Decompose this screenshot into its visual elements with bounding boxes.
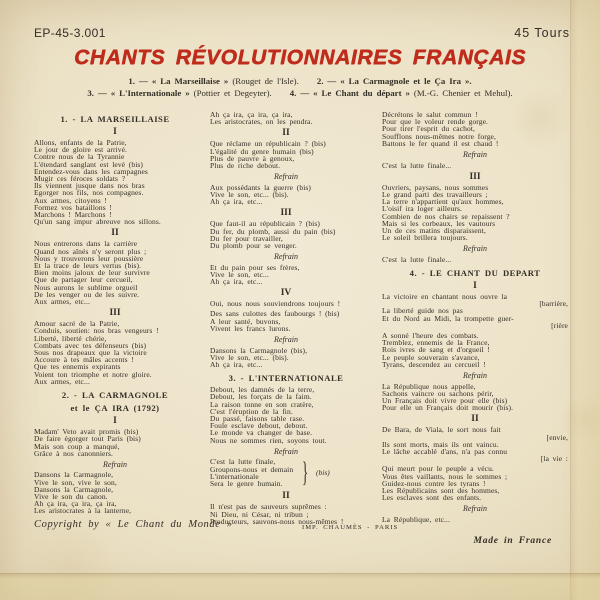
verse	[382, 256, 568, 263]
refrain-label: Refrain	[103, 459, 127, 469]
stanza-numeral: I	[473, 281, 477, 292]
verse-line: De faire égorger tout Paris (bis)	[34, 434, 141, 444]
verse-line: Le peuple souverain s'avance,	[382, 352, 480, 362]
verse	[382, 332, 568, 368]
verse-line: Un de ces matins disparaissent,	[382, 225, 486, 235]
track-title: « Le Chant du départ »	[313, 87, 414, 98]
verse-line: Sera le genre humain.	[210, 478, 283, 488]
verse-line: Dansons la Carmagnole (bis),	[210, 345, 308, 355]
verse	[382, 465, 568, 501]
verse	[382, 184, 568, 242]
verse-line: De Bara, de Viala, le sort nous fait	[382, 425, 501, 435]
verse-line: [la vie :	[540, 454, 568, 464]
track-title: « L'Internationale »	[110, 87, 194, 98]
verse-line: Voient ton triomphe et notre gloire.	[34, 369, 152, 379]
verse-line: Dansons la Carmagnole,	[34, 484, 114, 494]
verse-line: Le soleil brillera toujours.	[382, 233, 468, 243]
verse-line: Un Français doit vivre pour elle (bis)	[382, 395, 508, 405]
verse-line: Ouvriers, paysans, nous sommes	[382, 182, 489, 192]
brace-icon: }	[302, 458, 309, 491]
refrain-label: Refrain	[274, 172, 298, 182]
tracklist	[0, 76, 600, 99]
verse-line: C'est la lutte finale...	[382, 254, 452, 264]
verse-line: Sachons vaincre ou sachons périr,	[382, 388, 494, 398]
verse-line: La raison tonne en son cratère,	[210, 399, 314, 409]
catalog-number: EP-45-3.001	[34, 26, 106, 40]
verse-line: Mugir ces féroces soldats ?	[34, 174, 126, 184]
verse-line: L'internationale	[210, 471, 259, 481]
verse-line: Amour sacré de la Patrie,	[34, 319, 120, 329]
verse-line: Le lâche accablé d'ans, n'a pas connu	[382, 447, 508, 456]
verse-line: Vive le son, etc... (bis).	[210, 189, 289, 199]
verse-line: C'est l'éruption de la fin.	[210, 406, 293, 416]
verse	[210, 264, 362, 286]
verse-line: Combien de nos chairs se repaissent ?	[382, 211, 510, 221]
lyrics-column-1	[34, 109, 196, 528]
verse-line: Les aristocrates à la lanterne,	[34, 506, 132, 516]
stanza-numeral: II	[111, 228, 119, 239]
verse-line: Les esclaves sont des enfants.	[382, 493, 482, 503]
refrain-label: Refrain	[463, 504, 487, 514]
verse-line: Que faut-il au républicain ? (bis)	[210, 219, 320, 229]
verse-line: Debout, les damnés de la terre,	[210, 385, 315, 395]
stanza-numeral: II	[282, 128, 290, 139]
song-title: 4. - LE CHANT DU DEPART	[409, 268, 541, 279]
verse-line: Liberté, liberté chérie,	[34, 333, 107, 343]
verse-line: Ils viennent jusque dans nos bras	[34, 181, 145, 191]
sleeve-right-edge	[570, 0, 600, 600]
song-title: 1. - LA MARSEILLAISE	[60, 114, 170, 124]
track-title: « La Marseillaise »	[151, 76, 233, 86]
verse-line: Du fer, du plomb, aussi du pain (bis)	[210, 226, 336, 236]
verse-line: La terre n'appartient qu'aux hommes,	[382, 197, 504, 207]
verse-line: Oui, nous nous souviendrons toujours !	[210, 299, 341, 309]
verse-line: L'étendard sanglant est levé (bis)	[34, 159, 144, 169]
verse-line: La victoire en chantant nous ouvre la	[382, 292, 508, 302]
stanza-numeral: III	[109, 308, 121, 319]
verse-line: Vous êtes vaillants, nous le sommes ;	[382, 471, 508, 481]
refrain-label: Refrain	[463, 371, 487, 381]
verse-line: Nous y trouverons leur poussière	[34, 253, 144, 263]
stanza-numeral: I	[113, 127, 117, 137]
verse-line: Vive le son du canon.	[34, 492, 108, 502]
verse-line: Et la trace de leurs vertus (bis).	[34, 261, 142, 271]
refrain-label: Refrain	[463, 244, 487, 254]
refrain-verse-braced	[210, 457, 362, 491]
page-title: CHANTS RÉVOLUTIONNAIRES FRANÇAIS	[74, 46, 526, 69]
verse	[382, 162, 568, 169]
verse-line: Aux armes, etc...	[34, 297, 90, 307]
stanza-numeral: III	[469, 171, 481, 182]
verse-line: Ah ça ira, etc...	[210, 197, 263, 207]
refrain-label: Refrain	[274, 446, 298, 456]
verse	[34, 428, 196, 457]
sleeve-bottom-flap	[0, 573, 600, 600]
verse-line: Marchons ! Marchons !	[34, 210, 112, 220]
verse-line: [envie,	[546, 432, 568, 442]
verse-line: Foule esclave debout, debout.	[210, 421, 308, 431]
verse-line: Vive le son, etc... (bis).	[210, 352, 289, 362]
verse-line: Tyrans, descendez au cercueil !	[382, 359, 486, 369]
verse-line: Ah ça ira, ça ira, ça ira,	[210, 110, 293, 119]
track-number: 4. —	[289, 87, 314, 98]
verse-line: Accoure à tes mâles accents !	[34, 355, 134, 365]
refrain-label: Refrain	[463, 150, 487, 160]
verse-line: Debout, les forçats de la faim.	[210, 392, 312, 402]
verse-line: Mais si les corbeaux, les vautours	[382, 218, 496, 228]
header	[0, 0, 600, 40]
verse-line: Aux possédants la guerre (bis)	[210, 182, 312, 192]
verse-line: Le grand parti des travailleurs ;	[382, 189, 488, 199]
verse-line: Egorger nos fils, nos compagnes.	[34, 188, 144, 198]
verse-line: Aux armes, etc...	[34, 376, 90, 386]
verse	[34, 139, 196, 225]
verse	[34, 240, 196, 305]
verse-line: Ils sont morts, mais ils ont vaincu.	[382, 439, 499, 449]
verse-line: Conduis, soutien: nos bras vengeurs !	[34, 326, 159, 336]
verse	[210, 386, 362, 444]
tracklist-row	[0, 76, 600, 88]
verse	[34, 320, 196, 385]
verse-line: Bien moins jaloux de leur survivre	[34, 268, 150, 278]
stanza-numeral: II	[282, 491, 290, 502]
verse-line: Allons, enfants de la Patrie,	[34, 138, 127, 147]
verse-line: Pour elle un Français doit mourir (bis).	[382, 403, 514, 413]
verse-line: Ah ça ira, etc...	[210, 359, 263, 369]
verse	[34, 471, 196, 514]
track-author: (Rouget de l'Isle).	[232, 76, 299, 86]
verse-line: Producteurs, sauvons-nous nous-mêmes !	[210, 516, 344, 526]
verse-line: Vivent les francs lurons.	[210, 323, 291, 333]
track-title: « La Carmagnole et le Ça Ira ».	[340, 76, 472, 86]
tracklist-entry	[128, 76, 298, 88]
lyrics-column-2	[210, 109, 362, 528]
verse-line: Ah ça ira, etc...	[210, 277, 263, 287]
verse-line: Guidez-nous contre les tyrans !	[382, 478, 486, 488]
verse-line: Madam' Veto avait promis (bis)	[34, 427, 139, 437]
verse-line: Décrétons le salut commun !	[382, 110, 478, 119]
tracklist-row	[0, 88, 600, 100]
verse-line: Et du Nord au Midi, la trompette guer-	[382, 313, 514, 323]
bis-label: (bis)	[316, 468, 330, 478]
refrain-label: Refrain	[274, 252, 298, 262]
verse-line: Grâce à nos canonniers.	[34, 448, 114, 458]
verse	[210, 300, 362, 307]
verse-line: Du plomb pour se venger.	[210, 240, 297, 250]
stanza-numeral: III	[280, 208, 292, 219]
made-in-france: Made in France	[473, 536, 552, 546]
verse-line: [rière	[551, 320, 568, 330]
verse-line: Formez vos bataillons !	[34, 202, 113, 212]
verse-line: Du fer pour travailler,	[210, 233, 283, 243]
verse	[210, 347, 362, 369]
verse-line: Le jour de gloire est arrivé.	[34, 145, 128, 155]
tracklist-entry	[87, 88, 271, 100]
verse-line: Dansons la Carmagnole,	[34, 470, 114, 480]
verse-line: Sous nos drapeaux que la victoire	[34, 348, 147, 358]
verse-line: Aux armes, citoyens !	[34, 195, 108, 205]
verse-line: Contre nous de la Tyrannie	[34, 152, 125, 162]
verse	[382, 293, 568, 329]
verse-line: Le monde va changer de base.	[210, 428, 313, 438]
printer-imprint: IMP. CHAUMÈS - PARIS	[302, 524, 399, 531]
verse-line: Vive le son, vive le son,	[34, 477, 117, 487]
verse	[210, 140, 362, 169]
verse-line: La République, etc...	[382, 514, 450, 524]
stanza-numeral: I	[113, 416, 117, 427]
verse	[210, 458, 362, 487]
verse-line: Les Républicains sont des hommes,	[382, 486, 500, 496]
verse-line: Qui meurt pour le peuple a vécu.	[382, 464, 494, 474]
track-author: (Pottier et Degeyter).	[193, 87, 272, 98]
song-title-sub: et le ÇA IRA (1792)	[70, 403, 160, 414]
verse-line: [barrière,	[539, 299, 568, 309]
verse-line: C'est la lutte finale...	[382, 160, 452, 170]
verse-line: De les venger ou de les suivre.	[34, 289, 140, 299]
verse-line: La République nous appelle,	[382, 381, 476, 391]
lyrics-columns	[0, 99, 600, 528]
verse-line: Combats avec tes défenseurs (bis)	[34, 340, 147, 350]
verse	[210, 184, 362, 206]
verse-line: Entendez-vous dans les campagnes	[34, 166, 148, 176]
verse-line: Que tes ennemis expirants	[34, 362, 121, 372]
verse-line: Battons le fer quand il est chaud !	[382, 138, 499, 148]
copyright-text: Copyright by « Le Chant du Monde »	[34, 519, 233, 530]
track-number: 3. —	[87, 87, 111, 98]
track-author: (M.-G. Chenier et Mehul).	[413, 87, 513, 98]
verse-line: Nous ne sommes rien, soyons tout.	[210, 435, 327, 445]
refrain-label: Refrain	[274, 335, 298, 345]
verse-line: Vive le son, etc...	[210, 269, 269, 279]
verse	[382, 426, 568, 462]
track-number: 1. —	[128, 76, 152, 86]
verse-line: La liberté guide nos pas	[382, 306, 463, 316]
verse-line: A leur santé, buvons,	[210, 316, 281, 326]
verse-line: Pour tirer l'esprit du cachot,	[382, 124, 476, 134]
verse-line: Rois ivres de sang et d'orgueil !	[382, 345, 491, 355]
verse	[210, 310, 362, 332]
verse	[210, 111, 362, 125]
verse-line: Groupons-nous et demain	[210, 464, 294, 474]
verse-line: Il n'est pas de sauveurs suprêmes :	[210, 502, 327, 512]
verse-line: Du passé, faisons table rase.	[210, 413, 305, 423]
verse	[382, 111, 568, 147]
verse	[382, 516, 568, 523]
verse-line: Quand nos aînés n'y seront plus ;	[34, 246, 147, 256]
verse-line: Qu'un sang impur abreuve nos sillons.	[34, 217, 161, 227]
verse-line: Des sans culottes des faubourgs ! (bis)	[210, 309, 340, 319]
verse-line: Plus de pauvre à genoux,	[210, 153, 295, 163]
song-title: 3. - L'INTERNATIONALE	[228, 373, 344, 384]
verse-line: Que de partager leur cercueil,	[34, 275, 133, 285]
verse-line: Tremblez, ennemis de la France,	[382, 338, 490, 348]
verse-line: Mais son coup a manqué,	[34, 441, 120, 451]
lyrics-column-3	[382, 109, 568, 528]
verse-line: Plus de riche debout.	[210, 161, 281, 171]
verse	[382, 383, 568, 412]
verse-line: L'égalité du genre humain (bis)	[210, 146, 314, 156]
song-title: 2. - LA CARMAGNOLE	[61, 390, 169, 401]
verse-line: C'est la lutte finale,	[210, 457, 276, 467]
verse-line: Nous entrerons dans la carrière	[34, 239, 138, 249]
tracklist-entry	[317, 76, 472, 88]
track-number: 2. —	[316, 76, 341, 86]
verse	[210, 503, 362, 525]
verse-line: Que réclame un républicain ? (bis)	[210, 139, 326, 149]
tracklist-entry	[290, 88, 513, 100]
verse-line: L'oisif ira loger ailleurs.	[382, 204, 462, 214]
verse-line: Nous aurons le sublime orgueil	[34, 282, 138, 292]
verse-line: Et du pain pour ses frères,	[210, 262, 300, 272]
verse-line: A sonné l'heure des combats.	[382, 331, 479, 341]
verse-line: Soufflons nous-mêmes notre forge,	[382, 131, 496, 141]
verse	[210, 220, 362, 249]
verse-line: Ni Dieu, ni César, ni tribun ;	[210, 509, 309, 519]
verse-line: Pour que le voleur rende gorge.	[382, 117, 489, 127]
verse-line: Les aristocrates, on les pendra.	[210, 117, 313, 127]
stanza-numeral: II	[471, 414, 479, 425]
stanza-numeral: IV	[280, 288, 292, 299]
format-label: 45 Tours	[514, 26, 570, 40]
verse-line: Ah ça ira, ça ira, ça ira,	[34, 499, 117, 509]
